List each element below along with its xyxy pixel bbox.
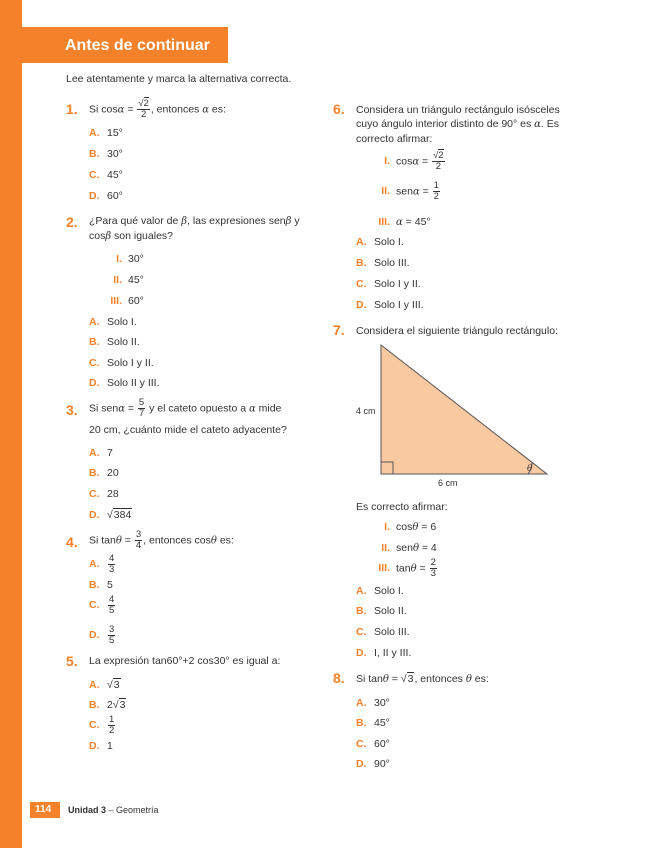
q2-option-c[interactable]: C. Solo I y II. (89, 357, 154, 369)
question-7-text: Considera el siguiente triángulo rectángulo: (356, 325, 558, 337)
q7-option-d[interactable]: D. I, II y III. (356, 647, 412, 659)
q6-option-a[interactable]: A. Solo I. (356, 236, 404, 248)
q8-option-d[interactable]: D. 90° (356, 758, 390, 770)
q6-statement-1: I. cosα = $\frac{√2}{2}$ (384, 150, 444, 172)
q7-option-b[interactable]: B. Solo II. (356, 605, 407, 617)
q1-option-c[interactable]: C. 45° (89, 169, 123, 181)
q7-statement-1: I. cosθ = 6 (384, 521, 437, 533)
q6-statement-3: III. α = 45° (378, 216, 431, 228)
question-7-after-text: Es correcto afirmar: (356, 501, 448, 513)
question-1-number: 1. (66, 101, 78, 117)
q1-option-a[interactable]: A. 15° (89, 127, 123, 139)
q2-option-b[interactable]: B. Solo II. (89, 336, 140, 348)
question-3-number: 3. (66, 402, 78, 418)
q3-option-a[interactable]: A. 7 (89, 447, 113, 459)
q5-option-c[interactable]: C. $\frac{1}{2}$ (89, 714, 115, 736)
instruction-text: Lee atentamente y marca la alternativa correcta. (66, 73, 292, 85)
left-accent-bar (0, 0, 22, 848)
q7-statement-2: II. senθ = 4 (381, 542, 437, 554)
q4-option-c[interactable]: C. $\frac{4}{5}$ (89, 594, 115, 616)
q7-option-c[interactable]: C. Solo III. (356, 626, 410, 638)
q2-statement-2: II. 45° (113, 274, 144, 286)
q8-option-b[interactable]: B. 45° (356, 717, 390, 729)
q2-option-a[interactable]: A. Solo I. (89, 316, 137, 328)
q2-statement-1: I. 30° (116, 253, 144, 265)
label-horizontal-side: 6 cm (438, 478, 458, 488)
footer-unit-label: Unidad 3 – Geometría (68, 805, 159, 815)
label-vertical-side: 4 cm (356, 406, 376, 416)
q3-option-c[interactable]: C. 28 (89, 488, 119, 500)
q6-statement-2: II. senα = $\frac{1}{2}$ (381, 180, 439, 202)
fraction: $\frac{√2}{2}$ (138, 98, 149, 120)
q1-option-d[interactable]: D. 60° (89, 190, 123, 202)
q5-option-a[interactable]: A. √3 (89, 679, 120, 691)
fraction: $\frac{3}{4}$ (135, 529, 142, 551)
q1-option-b[interactable]: B. 30° (89, 148, 123, 160)
q4-option-a[interactable]: A. $\frac{4}{3}$ (89, 553, 115, 575)
q2-statement-3: III. 60° (110, 295, 144, 307)
right-triangle-figure (352, 340, 552, 490)
question-4-text: Si tanθ = $\frac{3}{4}$ , entonces cosθ es: (89, 529, 234, 551)
page-number: 114 (35, 804, 52, 815)
q8-option-a[interactable]: A. 30° (356, 697, 390, 709)
question-4-number: 4. (66, 534, 78, 550)
q5-option-d[interactable]: D. 1 (89, 740, 113, 752)
q6-option-d[interactable]: D. Solo I y III. (356, 299, 424, 311)
fraction: $\frac{5}{7}$ (138, 397, 145, 419)
question-6-text: Considera un triángulo rectángulo isósceles cuyo ángulo interior distinto de 90° es α. Es correcto afirmar: (356, 104, 560, 145)
q5-option-b[interactable]: B. 2√3 (89, 699, 126, 711)
question-8-text: Si tanθ = √3, entonces θ es: (356, 673, 489, 685)
q6-option-c[interactable]: C. Solo I y II. (356, 278, 421, 290)
q4-option-b[interactable]: B. 5 (89, 579, 113, 591)
question-2-text: ¿Para qué valor de β, las expresiones senβ y cosβ son iguales? (89, 215, 300, 242)
question-3-text: Si senα = $\frac{5}{7}$ y el cateto opuesto a α mide (89, 397, 282, 419)
question-7-number: 7. (333, 322, 345, 338)
q7-statement-3: III. tanθ = $\frac{2}{3}$ (378, 557, 436, 579)
question-1-text: Si cosα = $\frac{√2}{2}$ , entonces α es: (89, 98, 226, 120)
triangle-shape (381, 345, 547, 474)
page-title: Antes de continuar (65, 37, 210, 54)
question-3-text-line2: 20 cm, ¿cuánto mide el cateto adyacente? (89, 424, 287, 436)
q2-option-d[interactable]: D. Solo II y III. (89, 377, 160, 389)
question-2-number: 2. (66, 214, 78, 230)
question-8-number: 8. (333, 670, 345, 686)
q4-option-d[interactable]: D. $\frac{3}{5}$ (89, 624, 115, 646)
angle-theta-label: θ (527, 464, 533, 474)
q7-option-a[interactable]: A. Solo I. (356, 585, 404, 597)
q3-option-d[interactable]: D. √384 (89, 509, 132, 521)
question-5-number: 5. (66, 653, 78, 669)
q3-option-b[interactable]: B. 20 (89, 467, 119, 479)
q8-option-c[interactable]: C. 60° (356, 738, 390, 750)
q6-option-b[interactable]: B. Solo III. (356, 257, 410, 269)
question-5-text: La expresión tan60°+2 cos30° es igual a: (89, 655, 281, 667)
question-6-number: 6. (333, 101, 345, 117)
